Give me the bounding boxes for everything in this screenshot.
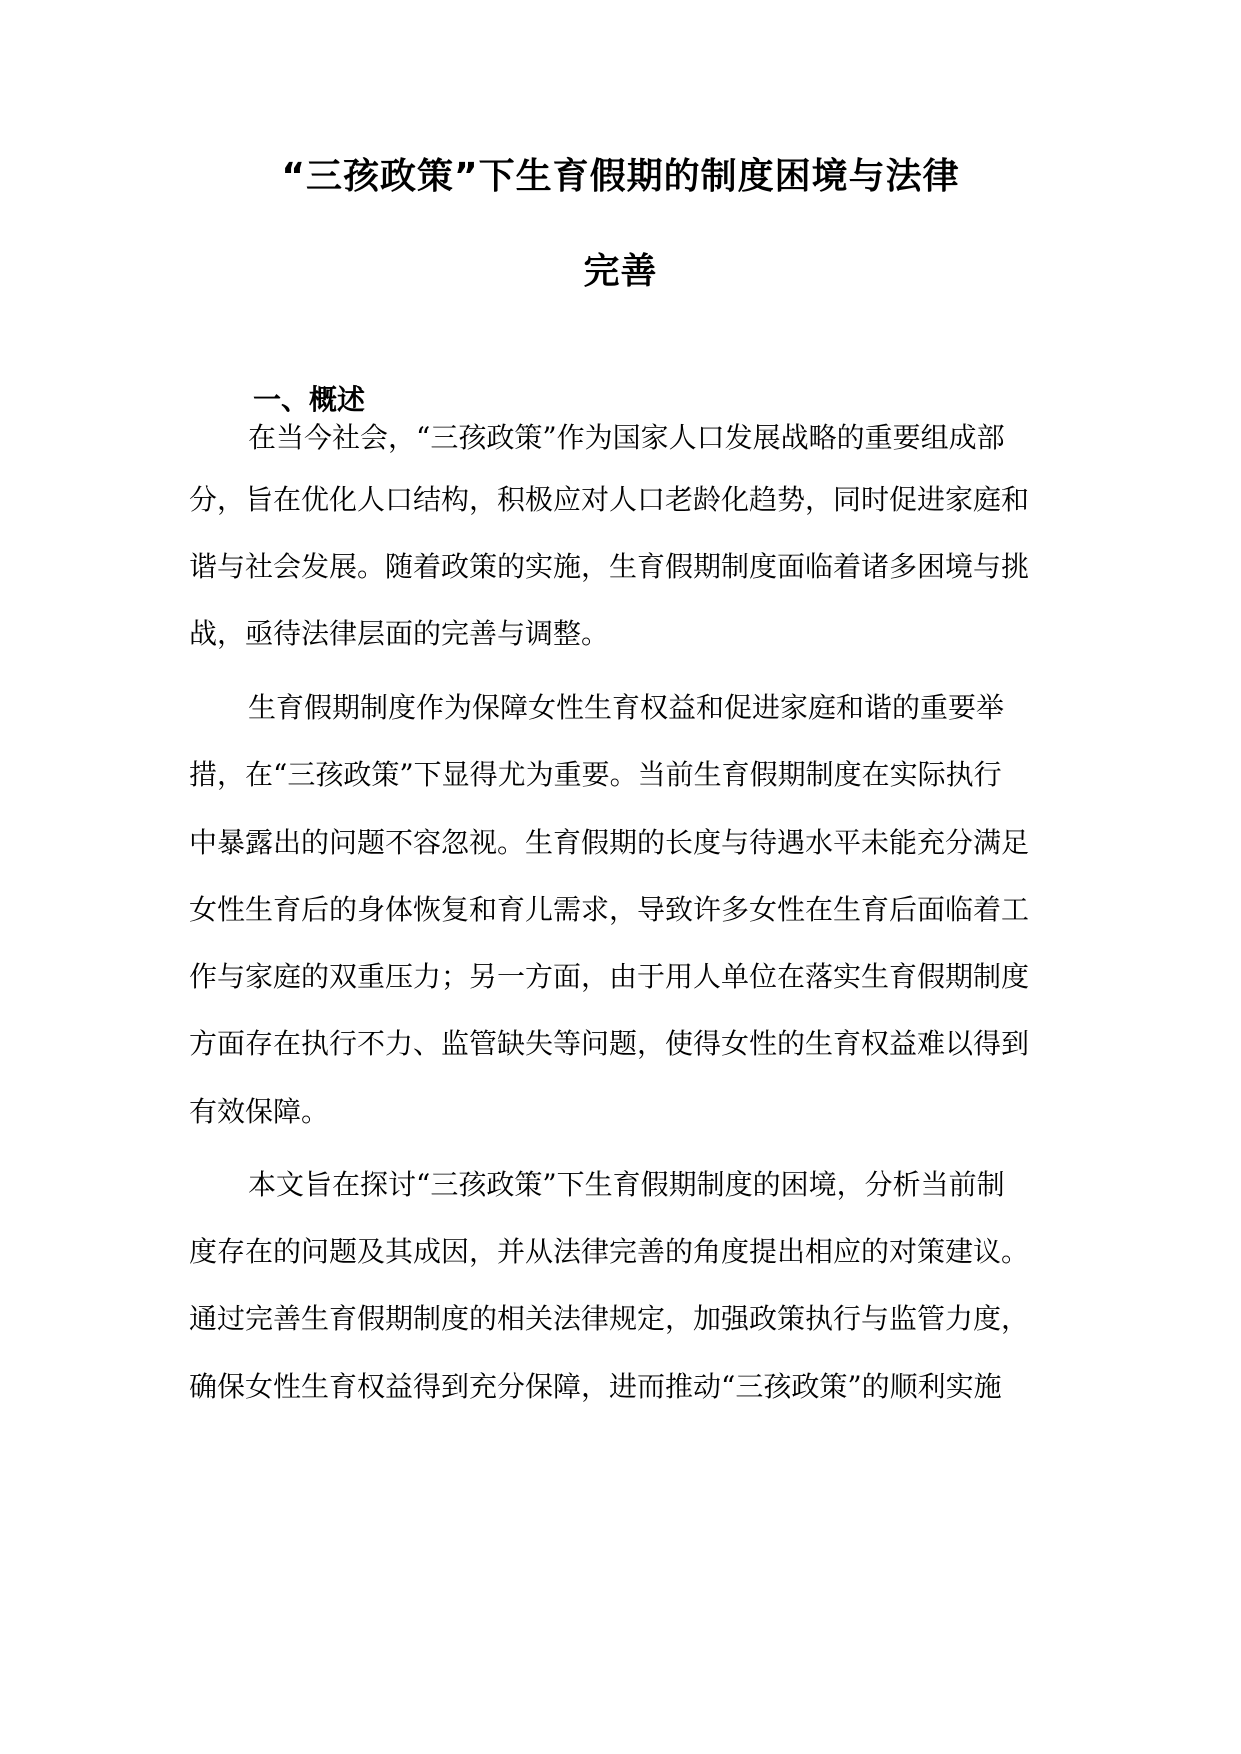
- paragraph-3-line-2: 度存在的问题及其成因，并从法律完善的角度提出相应的对策建议。: [189, 1235, 1030, 1268]
- paragraph-3-line-3: 通过完善生育假期制度的相关法律规定，加强政策执行与监管力度，: [189, 1302, 1030, 1335]
- section-heading: 一、概述: [253, 383, 366, 416]
- paragraph-1-line-1: 在当今社会，“三孩政策”作为国家人口发展战略的重要组成部: [248, 421, 1005, 454]
- document-title-line-1: “三孩政策”下生育假期的制度困境与法律: [281, 156, 960, 197]
- paragraph-2-line-3: 中暴露出的问题不容忽视。生育假期的长度与待遇水平未能充分满足: [189, 826, 1030, 859]
- document-title-line-2: 完善: [583, 251, 658, 292]
- paragraph-2-line-5: 作与家庭的双重压力；另一方面，由于用人单位在落实生育假期制度: [189, 960, 1030, 993]
- paragraph-2-line-6: 方面存在执行不力、监管缺失等问题，使得女性的生育权益难以得到: [189, 1027, 1030, 1060]
- paragraph-1-line-2: 分，旨在优化人口结构，积极应对人口老龄化趋势，同时促进家庭和: [189, 483, 1030, 516]
- paragraph-1-line-3: 谐与社会发展。随着政策的实施，生育假期制度面临着诸多困境与挑: [189, 550, 1030, 583]
- paragraph-1-line-4: 战，亟待法律层面的完善与调整。: [189, 617, 610, 650]
- paragraph-2-line-4: 女性生育后的身体恢复和育儿需求，导致许多女性在生育后面临着工: [189, 893, 1030, 926]
- paragraph-2-line-1: 生育假期制度作为保障女性生育权益和促进家庭和谐的重要举: [248, 691, 1005, 724]
- paragraph-3-line-1: 本文旨在探讨“三孩政策”下生育假期制度的困境，分析当前制: [248, 1168, 1005, 1201]
- paragraph-2-line-7: 有效保障。: [189, 1095, 330, 1128]
- paragraph-3-line-4: 确保女性生育权益得到充分保障，进而推动“三孩政策”的顺利实施: [189, 1370, 1002, 1403]
- paragraph-2-line-2: 措，在“三孩政策”下显得尤为重要。当前生育假期制度在实际执行: [189, 758, 1002, 791]
